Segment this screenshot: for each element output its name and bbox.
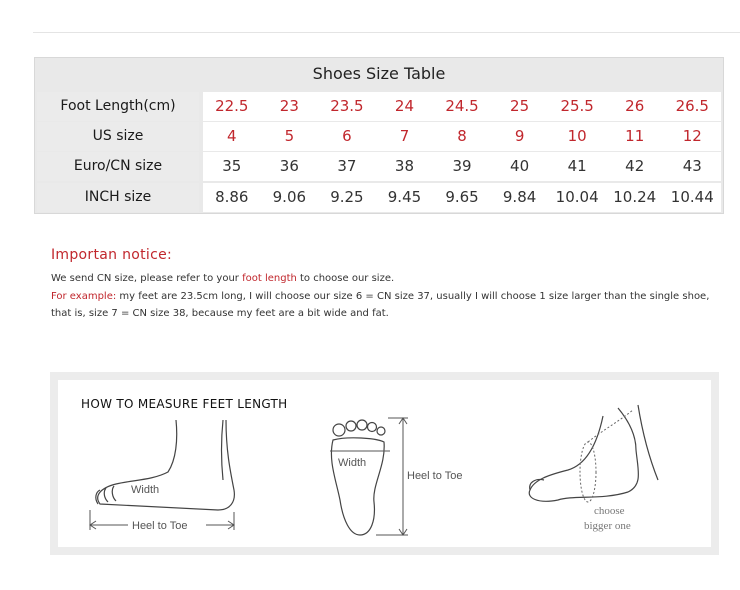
width-label: Width bbox=[131, 484, 160, 496]
notice-text: my feet are 23.5cm long, I will choose our size 6 = CN size 37, usually I will choose 1 size larger than the single shoe, bbox=[116, 291, 710, 302]
notice-title: Importan notice: bbox=[51, 247, 173, 263]
footprint-illustration bbox=[331, 420, 385, 535]
table-row-foot-length bbox=[37, 92, 721, 121]
notice-line-1 bbox=[51, 273, 394, 284]
table-cell: 25 bbox=[510, 97, 530, 115]
table-cell: 9.25 bbox=[330, 188, 364, 206]
measure-guide-panel bbox=[50, 372, 719, 555]
row-cells bbox=[203, 92, 721, 121]
row-cells bbox=[203, 152, 721, 181]
size-table bbox=[34, 57, 724, 214]
table-cell: 8 bbox=[457, 127, 467, 145]
table-cell: 24 bbox=[394, 97, 415, 115]
table-cell: 6 bbox=[342, 127, 352, 145]
table-cell: 39 bbox=[452, 157, 472, 175]
table-cell: 11 bbox=[625, 127, 645, 145]
choose-label: choose bbox=[594, 505, 625, 517]
notice-highlight: foot length bbox=[242, 273, 297, 284]
table-row-us-size bbox=[37, 122, 721, 151]
foot-illustrations bbox=[58, 380, 711, 547]
row-header: Euro/CN size bbox=[37, 152, 199, 181]
table-cell: 26 bbox=[625, 97, 645, 115]
table-cell: 9.84 bbox=[502, 188, 537, 206]
table-cell: 41 bbox=[567, 157, 587, 175]
table-cell: 12 bbox=[682, 127, 702, 145]
table-row-inch-size bbox=[37, 183, 721, 212]
measure-guide-card bbox=[58, 380, 711, 547]
foot-side-illustration bbox=[96, 420, 235, 510]
table-cell: 10 bbox=[567, 127, 587, 145]
row-cells bbox=[203, 183, 721, 212]
table-cell: 10.04 bbox=[555, 188, 599, 206]
table-cell: 9 bbox=[514, 127, 525, 145]
table-cell: 42 bbox=[625, 157, 645, 175]
table-cell: 24.5 bbox=[445, 97, 479, 115]
table-cell: 26.5 bbox=[675, 97, 709, 115]
table-cell: 22.5 bbox=[215, 97, 249, 115]
measure-title: HOW TO MEASURE FEET LENGTH bbox=[81, 397, 288, 411]
footprint-width-label: Width bbox=[338, 457, 367, 469]
table-cell: 38 bbox=[394, 157, 415, 175]
table-cell: 35 bbox=[222, 157, 242, 175]
bigger-one-label: bigger one bbox=[584, 520, 631, 532]
table-cell: 7 bbox=[399, 127, 410, 145]
notice-line-2 bbox=[51, 291, 709, 302]
row-cells bbox=[203, 122, 721, 151]
heel-to-toe-label: Heel to Toe bbox=[132, 520, 188, 532]
table-cell: 23 bbox=[279, 97, 299, 115]
table-cell: 5 bbox=[284, 127, 295, 145]
table-cell: 25.5 bbox=[560, 97, 594, 115]
row-header: INCH size bbox=[37, 183, 199, 212]
foot-tape-illustration bbox=[529, 405, 658, 501]
notice-text: We send CN size, please refer to your bbox=[51, 273, 243, 284]
notice-line-3: that is, size 7 = CN size 38, because my feet are a bit wide and fat. bbox=[51, 308, 389, 319]
table-cell: 9.45 bbox=[387, 188, 422, 206]
table-cell: 9.06 bbox=[272, 188, 307, 206]
footprint-length-label: Heel to Toe bbox=[407, 470, 463, 482]
table-cell: 40 bbox=[510, 157, 530, 175]
table-row-euro-cn-size bbox=[37, 152, 721, 181]
table-cell: 9.65 bbox=[445, 188, 479, 206]
table-cell: 10.24 bbox=[613, 188, 657, 206]
notice-highlight: For example: bbox=[51, 291, 117, 302]
row-header: Foot Length(cm) bbox=[37, 92, 199, 121]
table-title: Shoes Size Table bbox=[312, 64, 446, 83]
table-cell: 23.5 bbox=[330, 97, 364, 115]
table-cell: 36 bbox=[279, 157, 299, 175]
top-divider bbox=[33, 32, 740, 33]
table-cell: 4 bbox=[227, 127, 237, 145]
notice-text: to choose our size. bbox=[296, 273, 395, 284]
measuring-tape-icon bbox=[580, 410, 633, 502]
table-cell: 8.86 bbox=[215, 188, 249, 206]
table-cell: 43 bbox=[682, 157, 702, 175]
table-cell: 37 bbox=[337, 157, 357, 175]
table-cell: 10.44 bbox=[670, 188, 714, 206]
row-header: US size bbox=[37, 122, 199, 151]
